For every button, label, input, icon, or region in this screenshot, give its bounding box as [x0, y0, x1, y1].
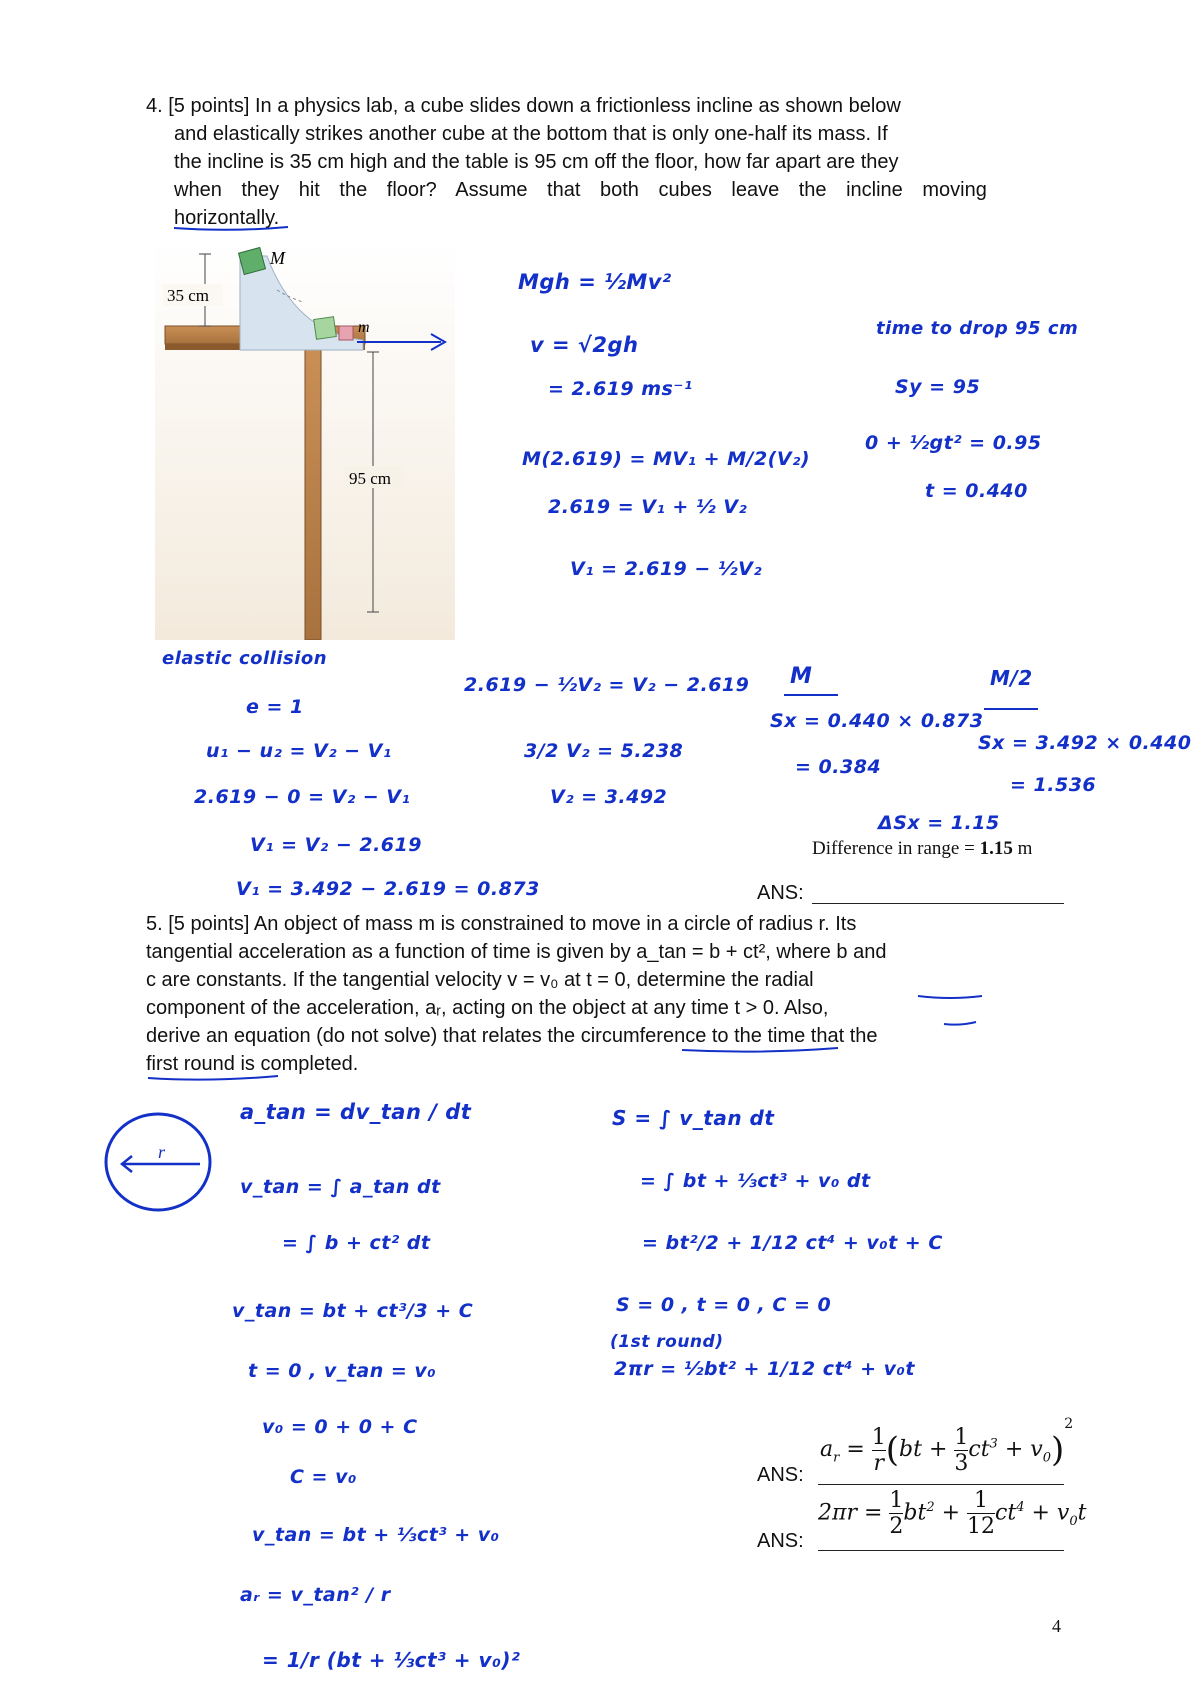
q5-line-2: tangential acceleration as a function of time is given by a_tan = b + ct², where b and	[146, 941, 887, 963]
hw-s-init: S = 0 , t = 0 , C = 0	[616, 1294, 832, 1316]
q5-ans1-line	[818, 1484, 1064, 1485]
hw-s-int: = ∫ bt + ⅓ct³ + v₀ dt	[640, 1170, 871, 1192]
q4-line-3: the incline is 35 cm high and the table is 95 cm off the floor, how far apart are they	[174, 151, 899, 173]
q5-line-4: component of the acceleration, aᵣ, acting on the object at any time t > 0. Also,	[146, 997, 829, 1019]
ans1-formula: $a_r$ = $\frac{1}{r}$ (bt + $\frac{1}{3}$ $ct^3 + v_0)^2$	[820, 1416, 1074, 1476]
difference-unit: m	[1012, 838, 1033, 859]
hw-momentum2: 2.619 = V₁ + ½ V₂	[548, 496, 748, 518]
q5-line-3: c are constants. If the tangential velocity v = v₀ at t = 0, determine the radial	[146, 969, 814, 991]
q4-line-1: 4. [5 points] In a physics lab, a cube slides down a frictionless incline as shown below	[146, 95, 901, 117]
hw-init: t = 0 , v_tan = v₀	[248, 1360, 437, 1382]
page-number: 4	[1052, 1616, 1061, 1636]
hw-v-res: v_tan = bt + ct³/3 + C	[232, 1300, 474, 1322]
hw-momentum: M(2.619) = MV₁ + M/2(V₂)	[522, 448, 811, 470]
hw-solve2: 3/2 V₂ = 5.238	[524, 740, 684, 762]
label-height: 35 cm	[167, 286, 210, 305]
hw-light-val: = 1.536	[1010, 774, 1097, 796]
hw-time-title: time to drop 95 cm	[876, 318, 1079, 339]
hw-circ-eq: 2πr = ½bt² + 1/12 ct⁴ + v₀t	[614, 1358, 915, 1380]
hw-first-round: (1st round)	[610, 1332, 724, 1352]
hw-delta: ΔSx = 1.15	[878, 812, 1000, 834]
hw-v1-eq: V₁ = V₂ − 2.619	[250, 834, 422, 856]
difference-value: 1.15	[979, 838, 1013, 859]
label-m: m	[358, 319, 370, 336]
hw-rel-vel: u₁ − u₂ = V₂ − V₁	[206, 740, 392, 762]
hw-ar-res: = 1/r (bt + ⅓ct³ + v₀)²	[262, 1648, 521, 1672]
circle-sketch	[100, 1108, 240, 1218]
hw-t-val: t = 0.440	[925, 480, 1028, 502]
hw-sy-eq: 0 + ½gt² = 0.95	[865, 432, 1042, 454]
q5-line-6: first round is completed.	[146, 1053, 359, 1075]
q5-line-1: 5. [5 points] An object of mass m is constrained to move in a circle of radius r. Its	[146, 913, 857, 935]
q4-ans-label: ANS:	[757, 882, 804, 904]
q4-line-4: when they hit the floor? Assume that both cubes leave the incline moving	[174, 179, 987, 201]
q5-ans1-label: ANS:	[757, 1464, 804, 1486]
hw-v-value: = 2.619 ms⁻¹	[548, 378, 693, 400]
hw-v-final: v_tan = bt + ⅓ct³ + v₀	[252, 1524, 500, 1546]
hw-s-res: = bt²/2 + 1/12 ct⁴ + v₀t + C	[642, 1232, 943, 1254]
label-table: 95 cm	[349, 469, 392, 488]
hw-v-int: v_tan = ∫ a_tan dt	[240, 1176, 441, 1198]
hw-sy: Sy = 95	[895, 376, 981, 398]
hw-heavy-sx: Sx = 0.440 × 0.873	[770, 710, 984, 732]
q5-ans2-line	[818, 1550, 1064, 1551]
label-M: M	[270, 248, 285, 268]
q4-line-5: horizontally.	[174, 207, 280, 229]
hw-v2-val: V₂ = 3.492	[550, 786, 668, 808]
ans2-formula: 2πr = $\frac{1}{2}$ $bt^2$ + $\frac{1}{12}$ $ct^4 + v_0t$	[818, 1488, 1087, 1539]
hw-e-eq: e = 1	[246, 696, 304, 718]
hw-v1-expr: V₁ = 2.619 − ½V₂	[570, 558, 763, 580]
hw-elastic-title: elastic collision	[162, 648, 328, 669]
hw-ar-def: aᵣ = v_tan² / r	[240, 1584, 391, 1606]
hw-solve1: 2.619 − ½V₂ = V₂ − 2.619	[464, 674, 750, 696]
hw-a-def: a_tan = dv_tan / dt	[240, 1100, 472, 1124]
hw-heavy-label: M	[790, 664, 813, 689]
hw-v1-val: V₁ = 3.492 − 2.619 = 0.873	[236, 878, 540, 900]
q5-line-5: derive an equation (do not solve) that relates the circumference to the time that the	[146, 1025, 878, 1047]
q5-ans2-label: ANS:	[757, 1530, 804, 1552]
hw-v-formula: v = √2gh	[530, 333, 639, 357]
hw-init2: v₀ = 0 + 0 + C	[262, 1416, 418, 1438]
hw-rel-vel2: 2.619 − 0 = V₂ − V₁	[194, 786, 411, 808]
hw-c-val: C = v₀	[290, 1466, 357, 1488]
hw-s-def: S = ∫ v_tan dt	[612, 1106, 775, 1130]
hw-v-int2: = ∫ b + ct² dt	[282, 1232, 431, 1254]
hw-light-sx: Sx = 3.492 × 0.440	[978, 732, 1192, 754]
hw-heavy-val: = 0.384	[795, 756, 882, 778]
hw-light-label: M/2	[990, 666, 1033, 690]
q4-line-2: and elastically strikes another cube at the bottom that is only one-half its mass. If	[174, 123, 888, 145]
hw-energy: Mgh = ½Mv²	[518, 270, 672, 294]
difference-label: Difference in range =	[812, 838, 980, 859]
circle-radius-label: r	[158, 1142, 166, 1162]
